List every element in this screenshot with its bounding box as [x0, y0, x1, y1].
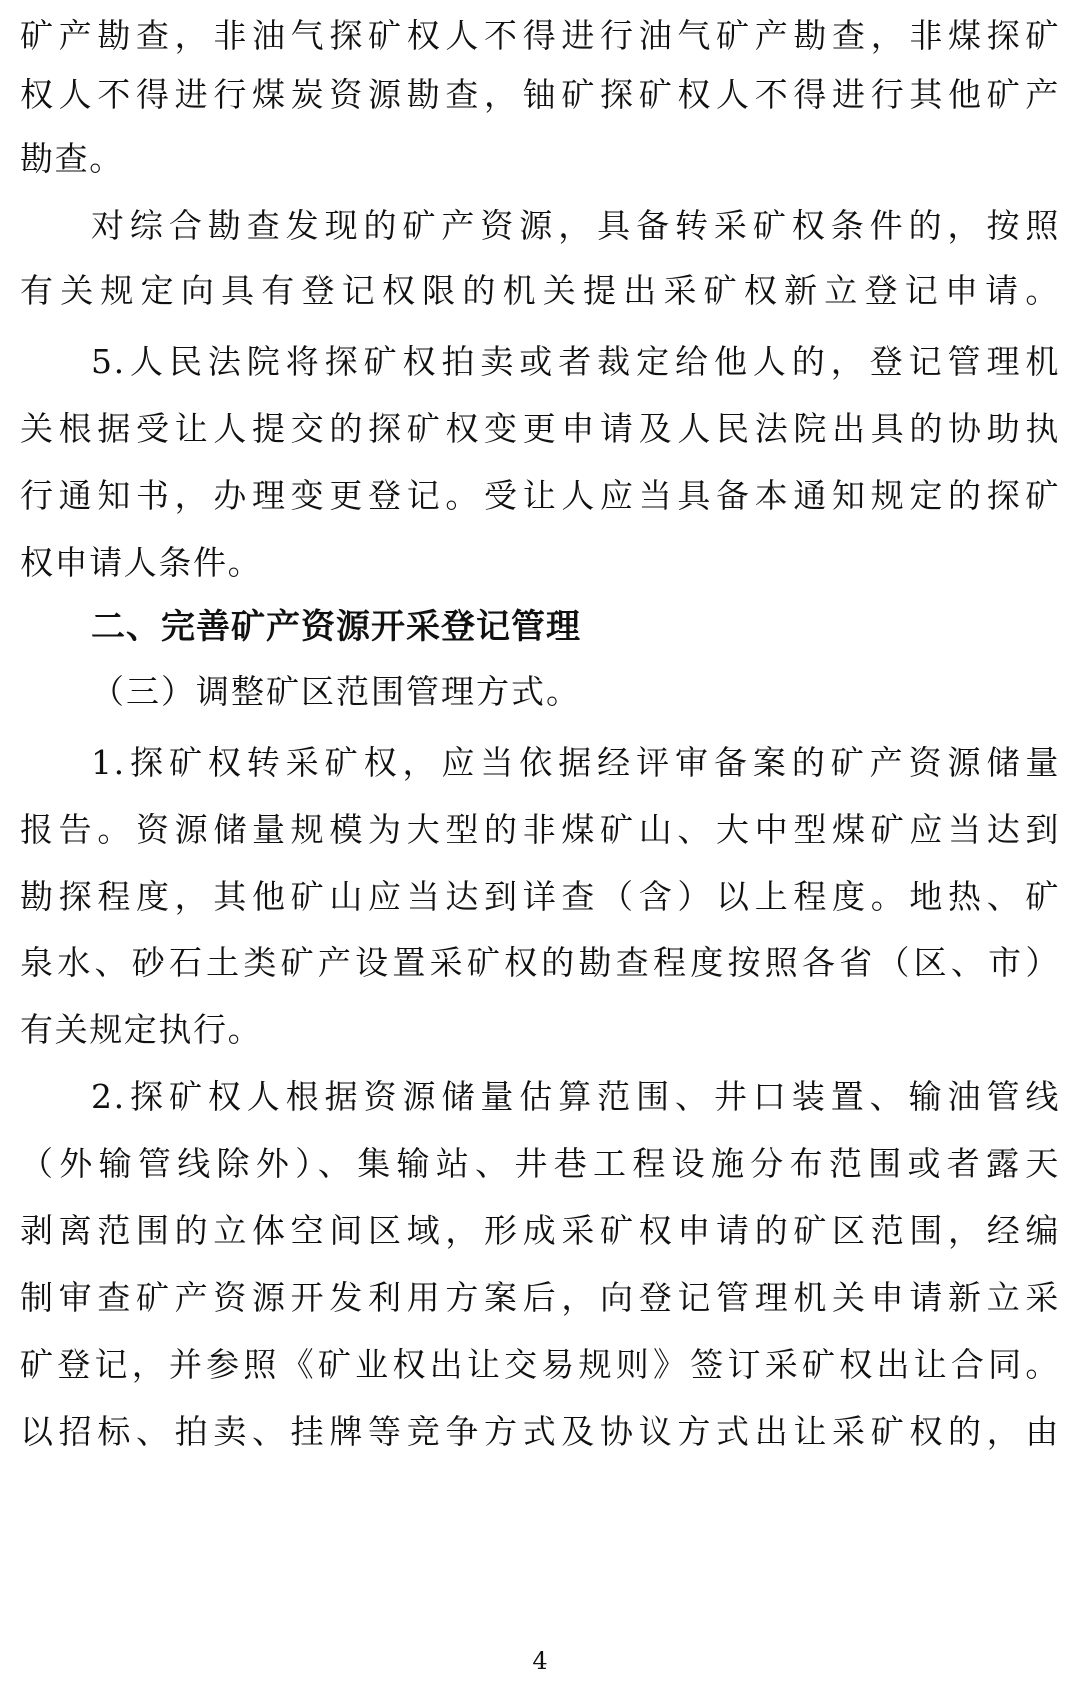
text-line: 有关规定向具有登记权限的机关提出采矿权新立登记申请。 [20, 271, 1060, 310]
text-line: 以招标、拍卖、挂牌等竞争方式及协议方式出让采矿权的，由 [20, 1412, 1060, 1451]
text-line: 勘查。 [20, 139, 124, 178]
text-line: 泉水、砂石土类矿产设置采矿权的勘查程度按照各省（区、市） [20, 943, 1060, 982]
text-line: 剥离范围的立体空间区域，形成采矿权申请的矿区范围，经编 [20, 1211, 1060, 1250]
text-line: 有关规定执行。 [20, 1010, 263, 1049]
text-line: 勘探程度，其他矿山应当达到详查（含）以上程度。地热、矿 [20, 877, 1060, 916]
text-line: （外输管线除外）、集输站、井巷工程设施分布范围或者露天 [20, 1144, 1060, 1183]
text-line: 关根据受让人提交的探矿权变更申请及人民法院出具的协助执 [20, 409, 1060, 448]
text-line: 矿产勘查，非油气探矿权人不得进行油气矿产勘查，非煤探矿 [20, 16, 1060, 55]
text-line: 权人不得进行煤炭资源勘查，铀矿探矿权人不得进行其他矿产 [20, 75, 1060, 114]
text-line: 权申请人条件。 [20, 543, 263, 582]
text-line: 报告。资源储量规模为大型的非煤矿山、大中型煤矿应当达到 [20, 810, 1060, 849]
text-line: 1.探矿权转采矿权，应当依据经评审备案的矿产资源储量 [91, 743, 1060, 782]
text-line: 行通知书，办理变更登记。受让人应当具备本通知规定的探矿 [20, 476, 1060, 515]
subsection-heading: （三）调整矿区范围管理方式。 [91, 672, 581, 711]
text-line: 制审查矿产资源开发利用方案后，向登记管理机关申请新立采 [20, 1278, 1060, 1317]
text-line: 对综合勘查发现的矿产资源，具备转采矿权条件的，按照 [91, 206, 1060, 245]
text-line: 2.探矿权人根据资源储量估算范围、井口装置、输油管线 [91, 1077, 1060, 1116]
text-line: 5.人民法院将探矿权拍卖或者裁定给他人的，登记管理机 [91, 342, 1060, 381]
text-line: 矿登记，并参照《矿业权出让交易规则》签订采矿权出让合同。 [20, 1345, 1060, 1384]
page-number: 4 [532, 1647, 548, 1675]
section-heading: 二、完善矿产资源开采登记管理 [91, 607, 581, 647]
